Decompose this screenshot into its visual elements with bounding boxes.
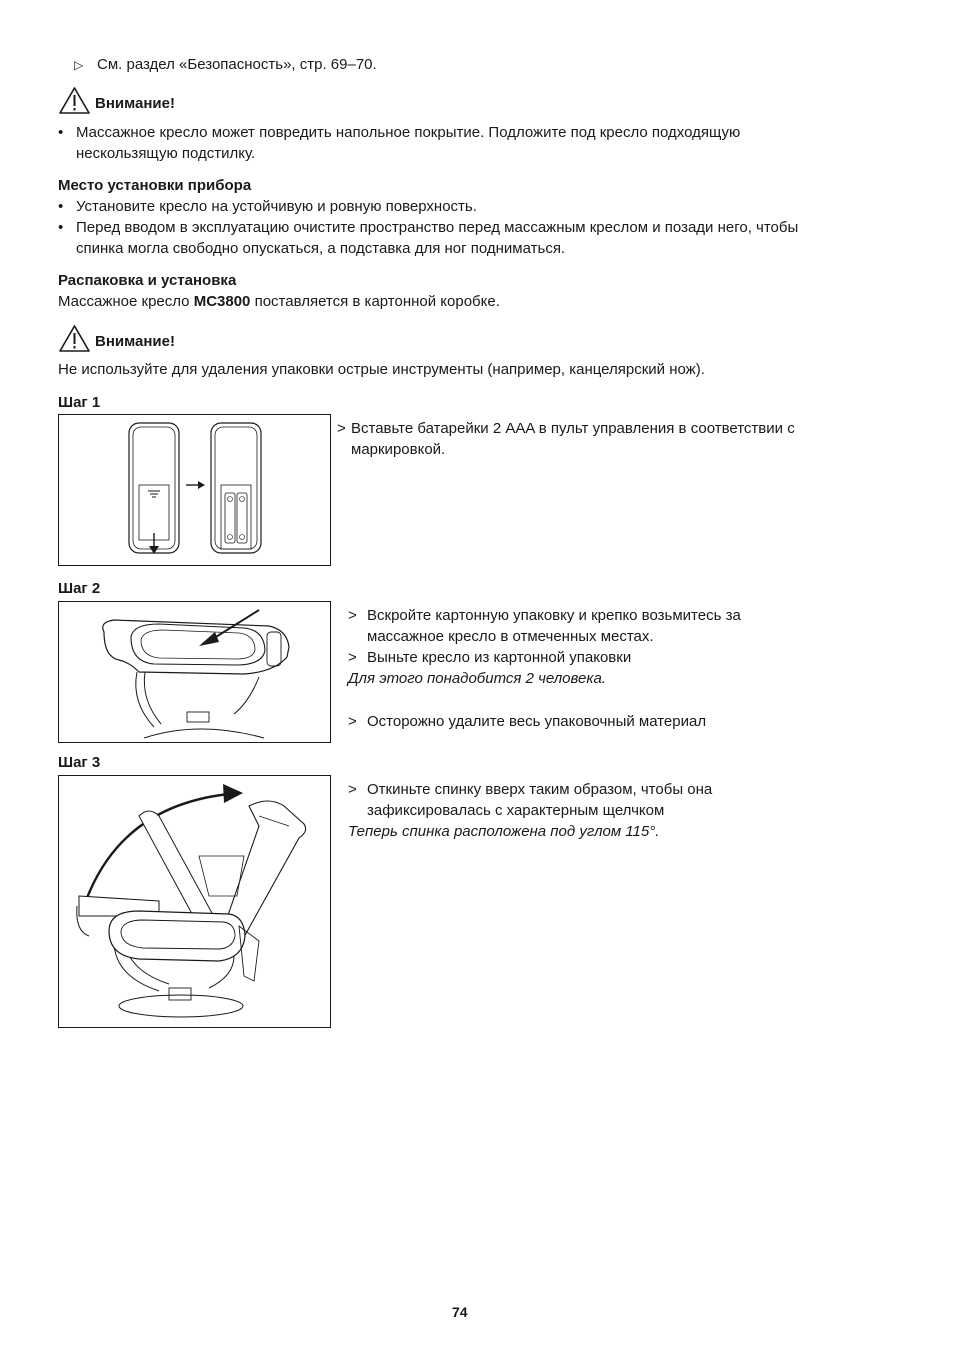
chair-backrest-illustration	[59, 776, 330, 1027]
remote-battery-illustration	[59, 415, 330, 565]
install-bullet-2-line-2: спинка могла свободно опускаться, а подставка для ног подниматься.	[76, 240, 566, 257]
step-2-item-1-line-1: Вскройте картонную упаковку и крепко возьмитесь за	[367, 607, 741, 624]
bullet-dot: •	[58, 198, 64, 215]
step-3-figure	[58, 775, 331, 1028]
step-3-marker: >	[348, 781, 357, 798]
step-2-item-2: Выньте кресло из картонной упаковки	[367, 649, 632, 666]
unpacking-text	[58, 291, 500, 312]
install-bullet-2-line-1: Перед вводом в эксплуатацию очистите пространство перед массажным креслом и позади него, чтобы	[76, 219, 799, 236]
step-1-line-1: Вставьте батарейки 2 AAA в пульт управления в соответствии с	[351, 420, 795, 437]
unpacking-heading: Распаковка и установка	[58, 272, 237, 289]
page-number: 74	[452, 1304, 468, 1320]
bullet-dot: •	[58, 219, 64, 236]
step-1-figure	[58, 414, 331, 566]
step-1-line-2: маркировкой.	[351, 441, 446, 458]
step-3-note: Теперь спинка расположена под углом 115°.	[348, 823, 660, 840]
step-1-marker: >	[337, 420, 346, 437]
step-2-marker-3: >	[348, 713, 357, 730]
bullet-dot: •	[58, 124, 64, 141]
warning-2-text: Не используйте для удаления упаковки острые инструменты (например, канцелярский нож).	[58, 361, 705, 378]
unpacking-text-after: поставляется в картонной коробке.	[250, 293, 500, 310]
warning-1	[58, 86, 175, 115]
warning-triangle-icon	[58, 324, 91, 353]
step-2-title: Шаг 2	[58, 580, 101, 597]
step-2-item-1-line-2: массажное кресло в отмеченных местах.	[367, 628, 654, 645]
chair-unpacking-illustration	[59, 602, 330, 742]
model-name: MC3800	[193, 293, 251, 310]
step-2-marker-2: >	[348, 649, 357, 666]
warning-2-title: Внимание!	[95, 333, 175, 350]
step-2-marker-1: >	[348, 607, 357, 624]
unpacking-text-before: Массажное кресло	[58, 293, 194, 310]
step-1-title: Шаг 1	[58, 394, 101, 411]
install-bullet-1: Установите кресло на устойчивую и ровную поверхность.	[76, 198, 477, 215]
ref-line-text: См. раздел «Безопасность», стр. 69–70.	[97, 56, 377, 73]
warning-1-title: Внимание!	[95, 95, 175, 112]
warning-2	[58, 324, 175, 353]
step-2-note: Для этого понадобится 2 человека.	[348, 670, 606, 687]
step-3-title: Шаг 3	[58, 754, 101, 771]
step-3-line-2: зафиксировалась с характерным щелчком	[367, 802, 665, 819]
ref-marker-icon: ▷	[74, 58, 84, 72]
step-2-item-3: Осторожно удалите весь упаковочный материал	[367, 713, 707, 730]
warning-1-line-1: Массажное кресло может повредить напольное покрытие. Подложите под кресло подходящую	[76, 124, 741, 141]
step-3-line-1: Откиньте спинку вверх таким образом, чтобы она	[367, 781, 713, 798]
step-2-figure	[58, 601, 331, 743]
warning-1-line-2: нескользящую подстилку.	[76, 145, 256, 162]
warning-triangle-icon	[58, 86, 91, 115]
install-location-heading: Место установки прибора	[58, 177, 252, 194]
